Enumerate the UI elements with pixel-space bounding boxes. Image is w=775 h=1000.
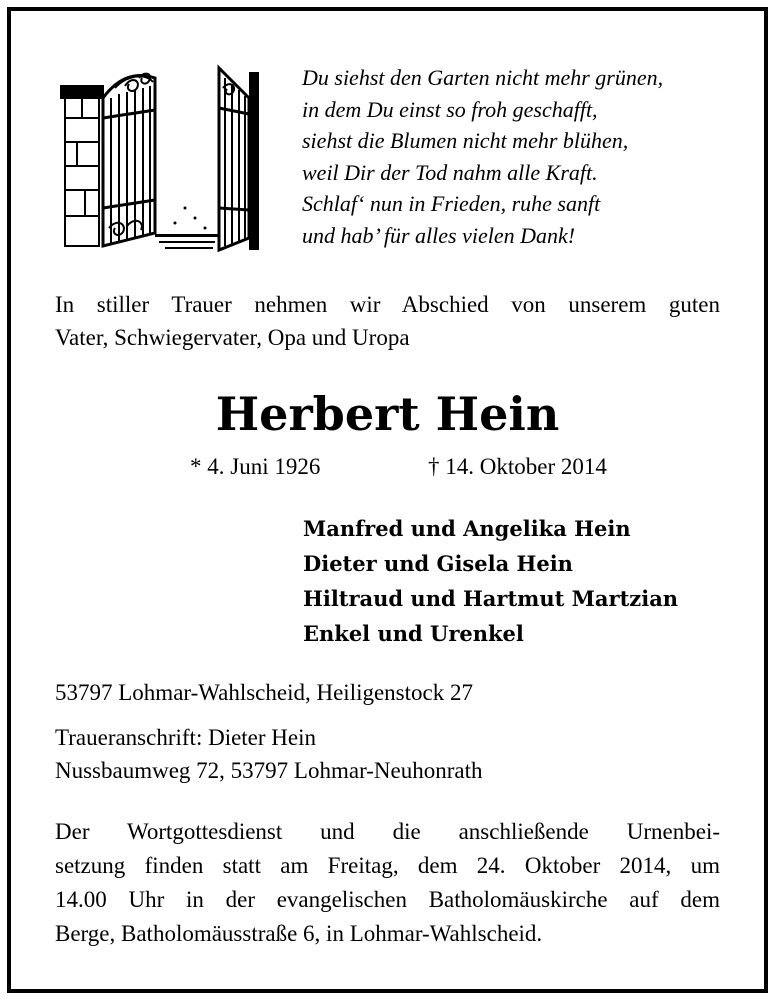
intro-line: In stiller Trauer nehmen wir Abschied von unserem guten [55, 292, 720, 317]
family-list [303, 511, 678, 651]
service-line: setzung finden statt am Freitag, dem 24. Oktober 2014, um [55, 853, 720, 878]
poem-line: Schlaf‘ nun in Frieden, ruhe sanft [302, 191, 601, 216]
residence-address [55, 676, 473, 709]
family-member: Enkel und Urenkel [303, 621, 524, 646]
service-line: 14.00 Uhr in der evangelischen Batholomäuskirche auf dem [55, 887, 720, 912]
poem-line: Du siehst den Garten nicht mehr grünen, [302, 65, 664, 90]
poem [302, 62, 742, 251]
right-gate-wing [219, 68, 249, 250]
poem-line: und hab’ für alles vielen Dank! [302, 222, 576, 248]
poem-line: in dem Du einst so froh geschafft, [302, 96, 598, 122]
stone-pillar [61, 86, 103, 246]
mourning-street: Nussbaumweg 72, 53797 Lohmar-Neuhonrath [55, 758, 483, 783]
death-date: † 14. Oktober 2014 [428, 454, 607, 479]
family-member: Dieter und Gisela Hein [303, 551, 573, 576]
mourning-label: Traueranschrift: Dieter Hein [55, 725, 317, 750]
deceased-name: Herbert Hein [215, 387, 560, 441]
intro-line: Vater, Schwiegervater, Opa und Uropa [55, 325, 410, 350]
birth-date: * 4. Juni 1926 [190, 454, 321, 479]
intro-text [55, 288, 720, 354]
poem-line: weil Dir der Tod nahm alle Kraft. [302, 159, 598, 185]
left-gate-wing [103, 74, 155, 246]
service-info [55, 815, 720, 951]
garden-gate-illustration [55, 58, 265, 258]
mourning-address [55, 721, 483, 787]
residence-line: 53797 Lohmar-Wahlscheid, Heiligenstock 27 [55, 680, 473, 705]
service-line: Der Wortgottesdienst und die anschließende Urnenbei- [55, 819, 720, 844]
service-line: Berge, Batholomäusstraße 6, in Lohmar-Wahlscheid. [55, 921, 543, 946]
ground-shading [155, 207, 219, 250]
poem-line: siehst die Blumen nicht mehr blühen, [302, 128, 629, 153]
right-pillar [249, 72, 259, 250]
family-member: Hiltraud und Hartmut Martzian [303, 586, 679, 611]
family-member: Manfred und Angelika Hein [303, 516, 631, 541]
